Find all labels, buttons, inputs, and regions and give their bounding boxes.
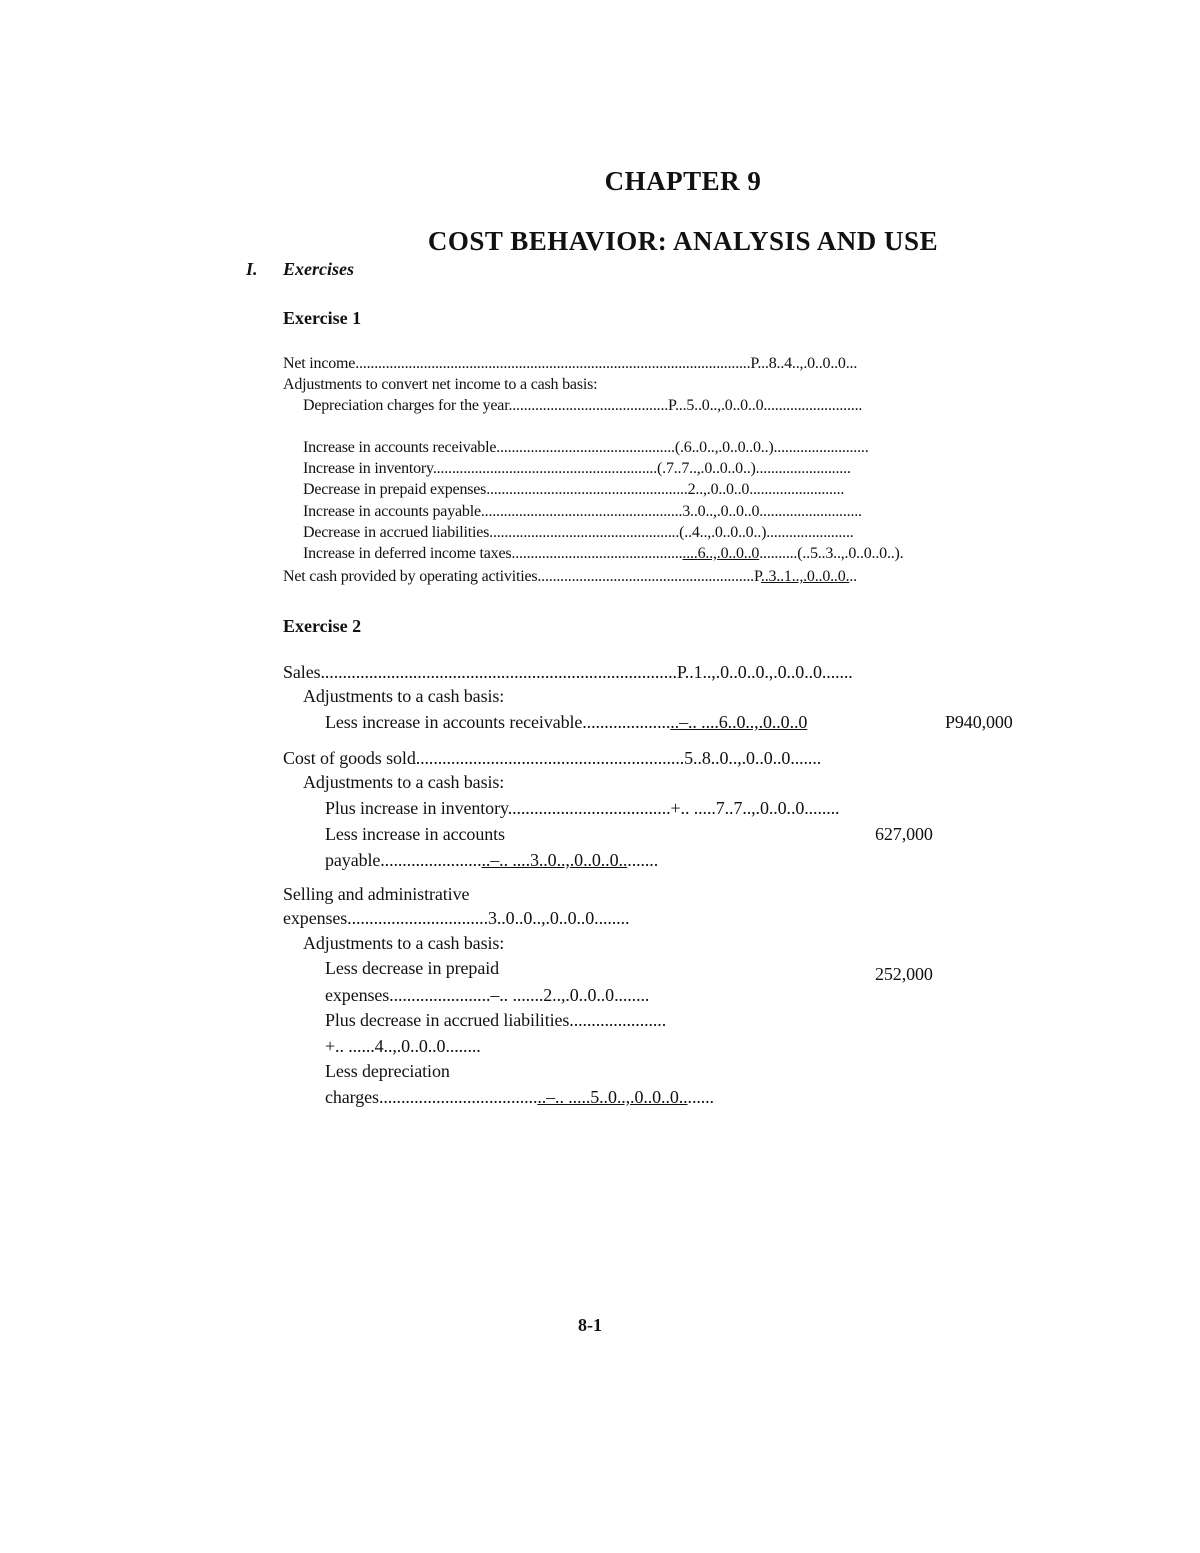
ex1-accounts-receivable: Increase in accounts receivable...............................................(.6..0..,.0..0..0..)......................... — [303, 439, 869, 456]
section-label: Exercises — [283, 259, 354, 279]
chapter-title: COST BEHAVIOR: ANALYSIS AND USE — [427, 226, 939, 256]
ex2-cogs-less2-label: payable....................... — [325, 850, 482, 870]
ex2-sga-a1: Less decrease in prepaid — [325, 958, 500, 978]
ex2-cogs-plus: Plus increase in inventory.....................................+.. .....7..7..,.0..0..0........ — [325, 798, 840, 818]
ex1-net-cash-amount: ..3..1..,.0..0..0. — [760, 568, 850, 585]
ex1-accrued: Decrease in accrued liabilities..................................................(..4..,.0..0..0..)....................... — [303, 524, 854, 541]
ex2-cogs-less1: Less increase in accounts — [325, 824, 505, 844]
ex2-cogs-less2 — [325, 850, 658, 871]
ex2-cogs: Cost of goods sold.............................................................5..8..0..,.0..0..0....... — [283, 748, 822, 768]
ex2-sga-net: 252,000 — [875, 964, 933, 984]
ex1-net-cash-tail: .. — [849, 568, 857, 585]
ex1-prepaid: Decrease in prepaid expenses.....................................................2..,.0..0..0......................... — [303, 481, 845, 498]
ex1-deferred-amount: ....6..,.0..0..0 — [682, 545, 760, 562]
ex2-cogs-less2-tail: ....... — [627, 850, 659, 870]
ex1-deferred-taxes — [303, 545, 903, 563]
ex2-cogs-adj: Adjustments to a cash basis: — [303, 772, 505, 792]
ex2-sales-net: P940,000 — [945, 712, 1013, 732]
ex2-sga-a2: expenses.......................–.. .......2..,.0..0..0........ — [325, 985, 650, 1005]
ex2-sga-c1: Less depreciation — [325, 1061, 450, 1081]
ex2-sales-less-amount: ..–.. ....6..0..,.0..0..0 — [670, 712, 808, 732]
ex2-sga-c2 — [325, 1087, 714, 1108]
ex1-accounts-payable: Increase in accounts payable.....................................................3..0..,.0..0..0........................... — [303, 503, 862, 520]
chapter-heading: CHAPTER 9 — [604, 166, 762, 196]
ex2-sales-adj: Adjustments to a cash basis: — [303, 686, 505, 706]
section-heading — [246, 259, 354, 280]
page-number: 8-1 — [578, 1315, 602, 1335]
ex2-cogs-less2-amount: ..–.. ....3..0..,.0..0..0.. — [481, 850, 628, 870]
ex2-cogs-net: 627,000 — [875, 824, 933, 844]
ex2-sales: Sales.................................................................................P..1..,.0..0..0.,.0..0..0....... — [283, 662, 853, 682]
ex2-sga-c2-label: charges.................................... — [325, 1087, 538, 1107]
ex1-net-income: Net income........................................................................................................P...8..4..,.0..0..0... — [283, 355, 858, 372]
exercise-1-heading: Exercise 1 — [283, 308, 362, 328]
ex2-sga-c2-tail: ...... — [687, 1087, 714, 1107]
ex1-depreciation: Depreciation charges for the year..........................................P...5..0..,.0..0..0.......................... — [303, 397, 863, 414]
ex1-adjustments: Adjustments to convert net income to a cash basis: — [283, 376, 598, 393]
ex2-sales-less-label: Less increase in accounts receivable.................... — [325, 712, 671, 732]
ex1-net-cash — [283, 568, 857, 586]
ex2-sga-line1: Selling and administrative — [283, 884, 470, 904]
ex2-sga-adj: Adjustments to a cash basis: — [303, 933, 505, 953]
ex2-sga-c2-amount: ..–.. .....5..0..,.0..0..0.. — [537, 1087, 688, 1107]
ex1-deferred-label: Increase in deferred income taxes............................................. — [303, 545, 683, 562]
ex1-deferred-total: ..........(..5..3..,.0..0..0..). — [759, 545, 904, 562]
ex2-sga-b1: Plus decrease in accrued liabilities...................... — [325, 1010, 667, 1030]
ex2-sga-line2: expenses................................3..0..0..,.0..0..0........ — [283, 908, 630, 928]
exercise-2-heading: Exercise 2 — [283, 616, 362, 636]
ex2-sales-less — [325, 712, 807, 733]
ex2-sga-b2: +.. ......4..,.0..0..0........ — [325, 1036, 481, 1056]
ex1-inventory: Increase in inventory...........................................................(.7..7..,.0..0..0..)......................... — [303, 460, 851, 477]
ex1-net-cash-label: Net cash provided by operating activities.........................................................P — [283, 568, 761, 585]
section-number: I. — [246, 259, 258, 279]
